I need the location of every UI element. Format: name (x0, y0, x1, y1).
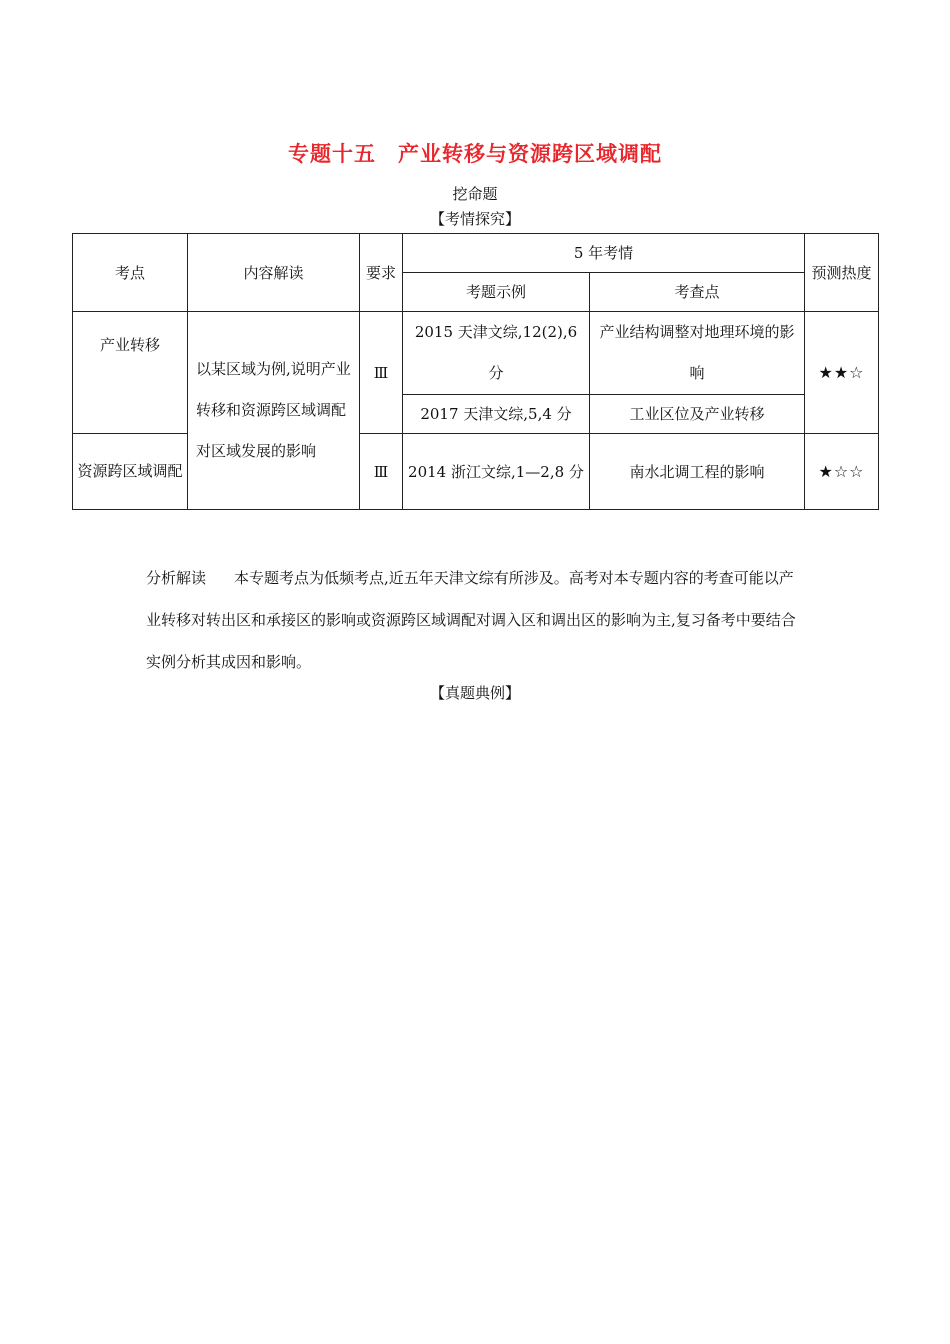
header-five-year: 5 年考情 (403, 234, 805, 273)
row1-example1-shili: 2015 天津文综,12(2),6 分 (403, 312, 590, 395)
header-shili: 考题示例 (403, 273, 590, 312)
row2-yaoqiu: Ⅲ (360, 434, 403, 510)
row2-example1-kaochadian: 南水北调工程的影响 (590, 434, 805, 510)
header-yaoqiu: 要求 (360, 234, 403, 312)
analysis-text: 本专题考点为低频考点,近五年天津文综有所涉及。高考对本专题内容的考查可能以产业转移对转出区和承接区的影响或资源跨区域调配对调入区和调出区的影响为主,复习备考中要结合实例分析其成因和影响。 (146, 569, 796, 671)
row2-redu-stars: ★☆☆ (805, 434, 879, 510)
header-redu: 预测热度 (805, 234, 879, 312)
row1-yaoqiu: Ⅲ (360, 312, 403, 434)
row1-redu-stars: ★★☆ (805, 312, 879, 434)
row1-example1-kaochadian: 产业结构调整对地理环境的影响 (590, 312, 805, 395)
exam-analysis-table (72, 233, 879, 510)
analysis-label: 分析解读 (146, 569, 207, 587)
row1-example2-kaochadian: 工业区位及产业转移 (590, 395, 805, 434)
row2-example1-shili: 2014 浙江文综,1—2,8 分 (403, 434, 590, 510)
shared-content-cell: 以某区域为例,说明产业转移和资源跨区域调配对区域发展的影响 (188, 312, 360, 510)
header-kaodian: 考点 (73, 234, 188, 312)
row1-kaodian: 产业转移 (73, 312, 188, 434)
section-heading-exam-analysis: 【考情探究】 (429, 210, 520, 228)
header-kaochadian: 考查点 (590, 273, 805, 312)
analysis-paragraph (146, 557, 806, 683)
page-title: 专题十五 产业转移与资源跨区域调配 (288, 142, 662, 166)
header-neirong: 内容解读 (188, 234, 360, 312)
row2-kaodian: 资源跨区域调配 (73, 434, 188, 510)
page-subtitle: 挖命题 (452, 185, 498, 203)
row1-example2-shili: 2017 天津文综,5,4 分 (403, 395, 590, 434)
section-heading-real-examples: 【真题典例】 (429, 684, 520, 702)
